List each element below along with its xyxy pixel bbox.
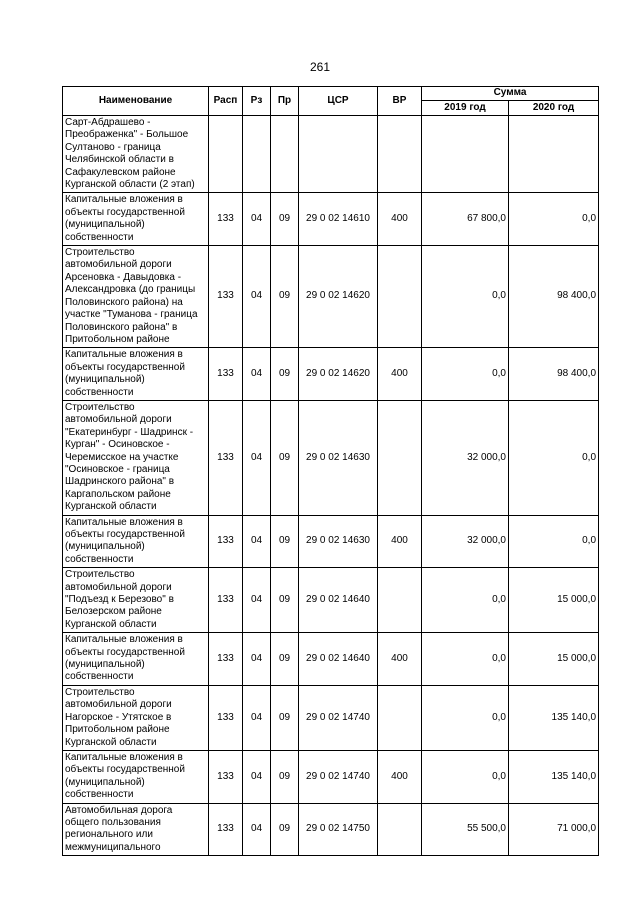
cell-rasp: 133 bbox=[209, 750, 243, 803]
cell-vr: 400 bbox=[378, 193, 422, 246]
header-rasp: Расп bbox=[209, 87, 243, 116]
cell-name: Сарт-Абдрашево - Преображенка" - Большое Султаново - граница Челябинской области в Сафакулевском районе Курганской области (2 этап) bbox=[63, 116, 209, 193]
cell-pr: 09 bbox=[271, 803, 299, 856]
cell-vr bbox=[378, 803, 422, 856]
cell-2019: 0,0 bbox=[422, 348, 509, 401]
cell-2019: 0,0 bbox=[422, 685, 509, 750]
cell-csr: 29 0 02 14620 bbox=[299, 348, 378, 401]
table-row bbox=[63, 685, 599, 750]
cell-csr: 29 0 02 14640 bbox=[299, 633, 378, 686]
cell-pr: 09 bbox=[271, 193, 299, 246]
cell-pr: 09 bbox=[271, 750, 299, 803]
cell-vr: 400 bbox=[378, 633, 422, 686]
table-row bbox=[63, 400, 599, 515]
cell-vr bbox=[378, 685, 422, 750]
cell-2019: 55 500,0 bbox=[422, 803, 509, 856]
table-row bbox=[63, 803, 599, 856]
cell-rz: 04 bbox=[243, 400, 271, 515]
cell-rz bbox=[243, 116, 271, 193]
cell-vr bbox=[378, 400, 422, 515]
cell-pr: 09 bbox=[271, 246, 299, 348]
cell-2020: 98 400,0 bbox=[509, 246, 599, 348]
cell-rasp: 133 bbox=[209, 633, 243, 686]
cell-name: Строительство автомобильной дороги Арсеновка - Давыдовка - Александровка (до границы Половинского района) на участке "Туманова - граница Половинского района" в Притобольном районе bbox=[63, 246, 209, 348]
table-row bbox=[63, 633, 599, 686]
cell-vr: 400 bbox=[378, 750, 422, 803]
cell-2019: 32 000,0 bbox=[422, 515, 509, 568]
cell-name: Капитальные вложения в объекты государственной (муниципальной) собственности bbox=[63, 515, 209, 568]
budget-table bbox=[62, 86, 599, 856]
cell-name: Строительство автомобильной дороги "Подъезд к Березово" в Белозерском районе Курганской области bbox=[63, 568, 209, 633]
cell-csr: 29 0 02 14620 bbox=[299, 246, 378, 348]
cell-vr: 400 bbox=[378, 515, 422, 568]
table-body bbox=[63, 116, 599, 856]
cell-name: Капитальные вложения в объекты государственной (муниципальной) собственности bbox=[63, 750, 209, 803]
cell-rz: 04 bbox=[243, 750, 271, 803]
table-row bbox=[63, 568, 599, 633]
cell-name: Строительство автомобильной дороги "Екатеринбург - Шадринск - Курган" - Осиновское - Черемисское на участке "Осиновское - граница Шадринского района" в Каргапольском районе Курганской области bbox=[63, 400, 209, 515]
header-2019: 2019 год bbox=[422, 101, 509, 116]
cell-name: Автомобильная дорога общего пользования регионального или межмуниципального bbox=[63, 803, 209, 856]
cell-2020: 71 000,0 bbox=[509, 803, 599, 856]
cell-name: Капитальные вложения в объекты государственной (муниципальной) собственности bbox=[63, 633, 209, 686]
cell-2019: 32 000,0 bbox=[422, 400, 509, 515]
cell-2020: 135 140,0 bbox=[509, 750, 599, 803]
header-pr: Пр bbox=[271, 87, 299, 116]
cell-pr bbox=[271, 116, 299, 193]
cell-csr: 29 0 02 14630 bbox=[299, 400, 378, 515]
cell-rasp: 133 bbox=[209, 515, 243, 568]
table-row bbox=[63, 515, 599, 568]
cell-2019: 0,0 bbox=[422, 633, 509, 686]
cell-rz: 04 bbox=[243, 685, 271, 750]
cell-2019: 0,0 bbox=[422, 750, 509, 803]
cell-vr bbox=[378, 116, 422, 193]
header-2020: 2020 год bbox=[509, 101, 599, 116]
cell-pr: 09 bbox=[271, 568, 299, 633]
cell-csr: 29 0 02 14640 bbox=[299, 568, 378, 633]
cell-csr: 29 0 02 14740 bbox=[299, 750, 378, 803]
cell-2019: 0,0 bbox=[422, 246, 509, 348]
cell-2020 bbox=[509, 116, 599, 193]
cell-csr: 29 0 02 14630 bbox=[299, 515, 378, 568]
table-row bbox=[63, 116, 599, 193]
cell-rasp: 133 bbox=[209, 803, 243, 856]
header-name: Наименование bbox=[63, 87, 209, 116]
cell-rasp bbox=[209, 116, 243, 193]
cell-csr: 29 0 02 14740 bbox=[299, 685, 378, 750]
cell-rz: 04 bbox=[243, 246, 271, 348]
cell-2020: 135 140,0 bbox=[509, 685, 599, 750]
cell-rz: 04 bbox=[243, 633, 271, 686]
cell-rz: 04 bbox=[243, 515, 271, 568]
cell-2019 bbox=[422, 116, 509, 193]
cell-pr: 09 bbox=[271, 633, 299, 686]
cell-rasp: 133 bbox=[209, 348, 243, 401]
cell-vr: 400 bbox=[378, 348, 422, 401]
cell-2020: 0,0 bbox=[509, 400, 599, 515]
cell-rasp: 133 bbox=[209, 246, 243, 348]
table-row bbox=[63, 193, 599, 246]
cell-name: Строительство автомобильной дороги Нагорское - Утятское в Притобольном районе Курганской области bbox=[63, 685, 209, 750]
cell-rz: 04 bbox=[243, 568, 271, 633]
header-vr: ВР bbox=[378, 87, 422, 116]
table-row bbox=[63, 348, 599, 401]
cell-csr bbox=[299, 116, 378, 193]
cell-pr: 09 bbox=[271, 348, 299, 401]
cell-rz: 04 bbox=[243, 193, 271, 246]
cell-csr: 29 0 02 14610 bbox=[299, 193, 378, 246]
cell-csr: 29 0 02 14750 bbox=[299, 803, 378, 856]
cell-2020: 15 000,0 bbox=[509, 568, 599, 633]
cell-name: Капитальные вложения в объекты государственной (муниципальной) собственности bbox=[63, 348, 209, 401]
cell-2020: 98 400,0 bbox=[509, 348, 599, 401]
header-rz: Рз bbox=[243, 87, 271, 116]
table-row bbox=[63, 246, 599, 348]
cell-2020: 0,0 bbox=[509, 193, 599, 246]
cell-vr bbox=[378, 246, 422, 348]
cell-rz: 04 bbox=[243, 348, 271, 401]
cell-2020: 0,0 bbox=[509, 515, 599, 568]
cell-pr: 09 bbox=[271, 400, 299, 515]
cell-rasp: 133 bbox=[209, 685, 243, 750]
header-csr: ЦСР bbox=[299, 87, 378, 116]
cell-pr: 09 bbox=[271, 685, 299, 750]
page-number: 261 bbox=[309, 60, 331, 74]
header-sum: Сумма bbox=[422, 87, 599, 101]
table-row bbox=[63, 750, 599, 803]
cell-rz: 04 bbox=[243, 803, 271, 856]
cell-2019: 0,0 bbox=[422, 568, 509, 633]
cell-name: Капитальные вложения в объекты государственной (муниципальной) собственности bbox=[63, 193, 209, 246]
cell-2020: 15 000,0 bbox=[509, 633, 599, 686]
cell-2019: 67 800,0 bbox=[422, 193, 509, 246]
cell-vr bbox=[378, 568, 422, 633]
cell-rasp: 133 bbox=[209, 400, 243, 515]
cell-rasp: 133 bbox=[209, 193, 243, 246]
cell-pr: 09 bbox=[271, 515, 299, 568]
cell-rasp: 133 bbox=[209, 568, 243, 633]
